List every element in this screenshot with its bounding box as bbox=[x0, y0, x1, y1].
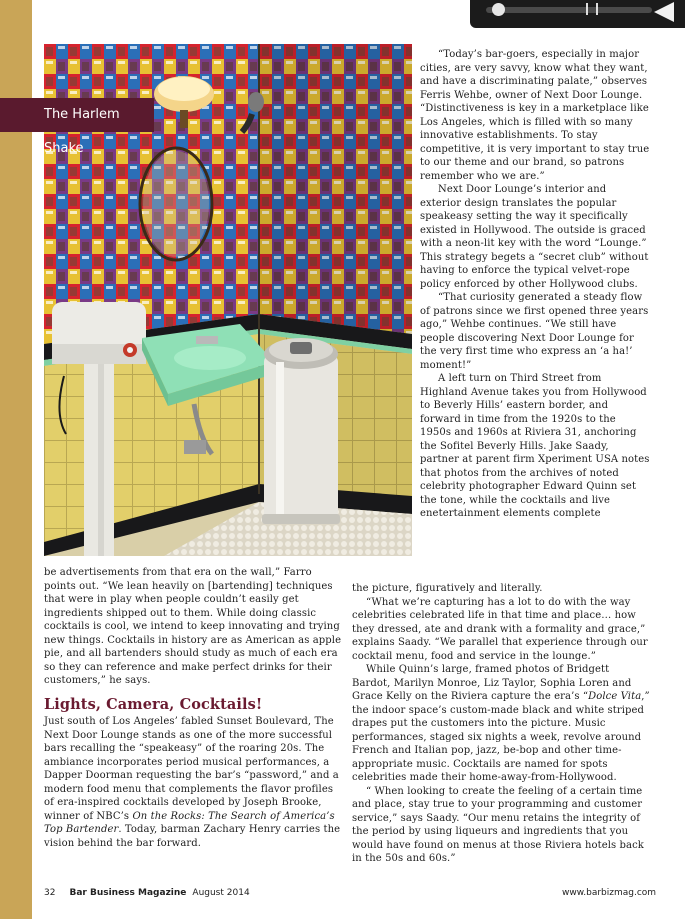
italic-title: On the Rocks: The Search of America’s Top Bartender bbox=[44, 810, 335, 835]
right-column-text bbox=[420, 48, 650, 521]
page-scrubber-track[interactable] bbox=[486, 7, 652, 13]
text-run: . Today, barman Zachary Henry carries the vision behind the bar forward. bbox=[44, 824, 341, 849]
text-run: ,” the indoor space’s custom-made black and white striped drapes put the customers into the picture. Music performances, staged six nights a week, revolve around French and Italian pop, jazz, be-bop and other time-appropriate music. Cocktails are named for spots celebrities made their home-away-from-Hollywood. bbox=[352, 691, 650, 783]
publication-name: Bar Business Magazine bbox=[69, 888, 187, 898]
paragraph: Next Door Lounge’s interior and exterior design translates the popular speakeasy setting the way it specifically existed in Hollywood. The outside is graced with a neon-lit key with the word “Lounge.” This strategy begets a “secret club” without having to enforce the typical velvet-rope policy enforced by other Hollywood clubs. bbox=[420, 184, 649, 290]
paragraph: be advertisements from that era on the wall,” Farro points out. “We lean heavily on [bartending] techniques that were in play when people couldn’t easily get ingredients shipped out to them. While doing classic cocktails is cool, we intend to keep innovating and trying new things. Cocktails in history are as American as apple pie, and all bartenders should study as much of each era so they can reference and make perfect drinks for their customers,” he says. bbox=[44, 567, 342, 686]
section-tab: The Harlem Shake bbox=[0, 98, 154, 132]
paragraph: “What we’re capturing has a lot to do with the way celebrities celebrated life in that time and place… how they dressed, ate and drank with a formality and grace,” explains Saady. “We parallel that experience through our cocktail menu, food and service in the lounge.” bbox=[352, 596, 648, 662]
two-page-view-icon[interactable] bbox=[586, 3, 598, 15]
paragraph: “ When looking to create the feeling of a certain time and place, stay true to your programming and customer service,” says Saady. “Our menu retains the integrity of the period by using liqueurs and ingredients that you would have found on menus at those Riviera hotels back in the 50s and 60s.” bbox=[352, 785, 644, 864]
left-decorative-stripe bbox=[0, 0, 32, 919]
paragraph bbox=[44, 715, 344, 850]
paragraph: “That curiosity generated a steady flow of patrons since we first opened three years ago,” Wehbe continues. “We still have people discovering Next Door Lounge for the very first time who express an ‘a ha!’ moment!” bbox=[420, 292, 649, 371]
paragraph: A left turn on Third Street from Highland Avenue takes you from Hollywood to Beverly Hills’ eastern border, and forward in time from the 1920s to the 1950s and 1960s at Riviera 31, anchoring the Sofitel Beverly Hills. Jake Saady, partner at parent firm Xperiment USA notes that photos from the archives of noted celebrity photographer Edward Quinn set the tone, while the cocktails and live enetertainment elements complete bbox=[420, 373, 650, 519]
italic-title: Dolce Vita bbox=[588, 691, 642, 702]
paragraph bbox=[352, 663, 650, 785]
page-number: 32 bbox=[44, 888, 56, 898]
left-column-text bbox=[44, 566, 344, 850]
paragraph-continuation: the picture, figuratively and literally. bbox=[352, 583, 543, 594]
back-arrow-icon[interactable] bbox=[654, 2, 674, 22]
issue-date: August 2014 bbox=[192, 888, 250, 898]
subheading: Lights, Camera, Cocktails! bbox=[44, 695, 263, 713]
page-scrubber-handle[interactable] bbox=[492, 3, 505, 16]
text-run: While Quinn’s large, framed photos of Bridgett Bardot, Marilyn Monroe, Liz Taylor, Sophia Loren and Grace Kelly on the Riviera capture the era’s “ bbox=[352, 664, 632, 702]
paragraph: “Today’s bar-goers, especially in major cities, are very savvy, know what they want, and have a discriminating palate,” observes Ferris Wehbe, owner of Next Door Lounge. “Distinctiveness is key in a marketplace like Los Angeles, which is filled with so many innovative establishments. To stay competitive, it is very important to stay true to our theme and our brand, so patrons remember who we are.” bbox=[420, 49, 650, 182]
text-run: Just south of Los Angeles’ fabled Sunset Boulevard, The Next Door Lounge stands as one of the more successful bars recalling the “speakeasy” of the roaring 20s. The ambiance incorporates period musical performances, a Dapper Doorman requesting the bar’s “password,” and a modern food menu that complements the flavor profiles of era-inspired cocktails developed by Joseph Brooke, winner of NBC’s bbox=[44, 716, 339, 822]
website-link[interactable]: www.barbizmag.com bbox=[562, 888, 657, 898]
viewer-toolbar bbox=[470, 0, 685, 28]
page-footer bbox=[44, 888, 250, 898]
right-lower-column-text bbox=[352, 582, 650, 866]
